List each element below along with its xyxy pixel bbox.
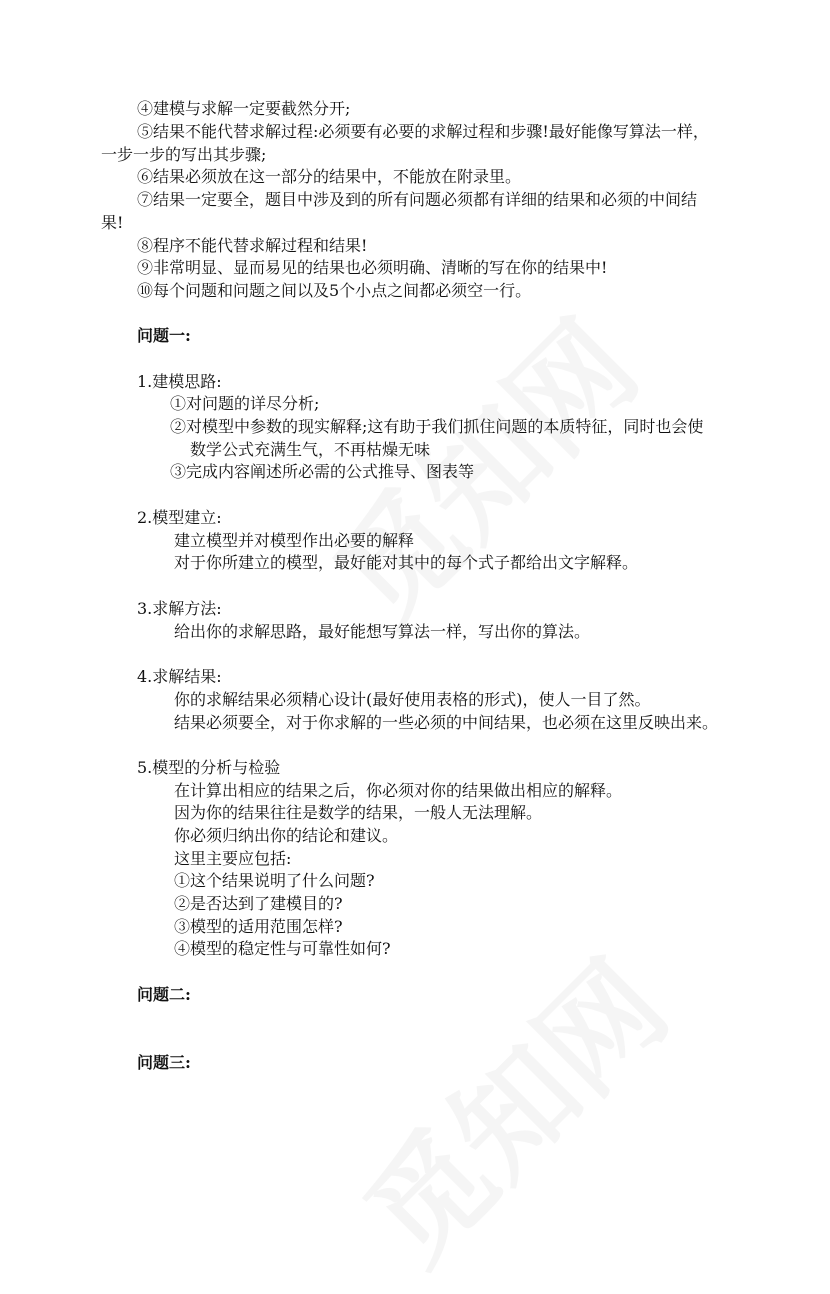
- requirement-item-6: ⑥结果必须放在这一部分的结果中，不能放在附录里。: [137, 167, 522, 186]
- section-5-text-4: 这里主要应包括:: [174, 849, 292, 868]
- section-1-item-3: ③完成内容阐述所必需的公式推导、图表等: [170, 462, 475, 481]
- requirement-item-5: ⑤结果不能代替求解过程:必须要有必要的求解过程和步骤!最好能像写算法一样，: [137, 122, 709, 141]
- requirement-item-7: ⑦结果一定要全，题目中涉及到的所有问题必须都有详细的结果和必须的中间结: [137, 190, 698, 209]
- section-2-text-1: 建立模型并对模型作出必要的解释: [174, 531, 415, 550]
- requirement-item-10: ⑩每个问题和问题之间以及5个小点之间都必须空一行。: [137, 281, 532, 300]
- section-4-text-2: 结果必须要全，对于你求解的一些必须的中间结果，也必须在这里反映出来。: [174, 713, 719, 732]
- requirement-item-7-continued: 果!: [101, 213, 124, 232]
- requirement-item-5-continued: 一步一步的写出其步骤;: [101, 145, 267, 164]
- section-5-text-2: 因为你的结果往往是数学的结果，一般人无法理解。: [174, 803, 543, 822]
- section-1-item-2: ②对模型中参数的现实解释;这有助于我们抓住问题的本质特征，同时也会使: [170, 417, 704, 436]
- problem-three-heading: 问题三:: [137, 1053, 191, 1072]
- section-5-title: 5.模型的分析与检验: [137, 758, 281, 777]
- problem-one-heading: 问题一:: [137, 326, 191, 345]
- section-5-item-3: ③模型的适用范围怎样?: [174, 917, 343, 936]
- requirement-item-9: ⑨非常明显、显而易见的结果也必须明确、清晰的写在你的结果中!: [137, 258, 608, 277]
- section-5-item-4: ④模型的稳定性与可靠性如何?: [174, 939, 391, 958]
- section-1-item-1: ①对问题的详尽分析;: [170, 394, 320, 413]
- section-2-text-2: 对于你所建立的模型，最好能对其中的每个式子都给出文字解释。: [174, 553, 639, 572]
- section-1-title: 1.建模思路:: [137, 372, 222, 391]
- requirement-item-8: ⑧程序不能代替求解过程和结果!: [137, 236, 368, 255]
- section-4-title: 4.求解结果:: [137, 667, 222, 686]
- section-5-item-2: ②是否达到了建模目的?: [174, 894, 343, 913]
- section-2-title: 2.模型建立:: [137, 508, 222, 527]
- section-5-item-1: ①这个结果说明了什么问题?: [174, 871, 375, 890]
- section-3-text-1: 给出你的求解思路，最好能想写算法一样，写出你的算法。: [174, 622, 591, 641]
- requirement-item-4: ④建模与求解一定要截然分开;: [137, 99, 351, 118]
- watermark: [322, 918, 698, 1294]
- section-5-text-3: 你必须归纳出你的结论和建议。: [174, 826, 399, 845]
- section-5-text-1: 在计算出相应的结果之后，你必须对你的结果做出相应的解释。: [174, 781, 623, 800]
- section-3-title: 3.求解方法:: [137, 599, 222, 618]
- section-1-item-2-continued: 数学公式充满生气，不再枯燥无味: [190, 440, 431, 459]
- problem-two-heading: 问题二:: [137, 985, 191, 1004]
- section-4-text-1: 你的求解结果必须精心设计(最好使用表格的形式)，使人一目了然。: [174, 690, 651, 709]
